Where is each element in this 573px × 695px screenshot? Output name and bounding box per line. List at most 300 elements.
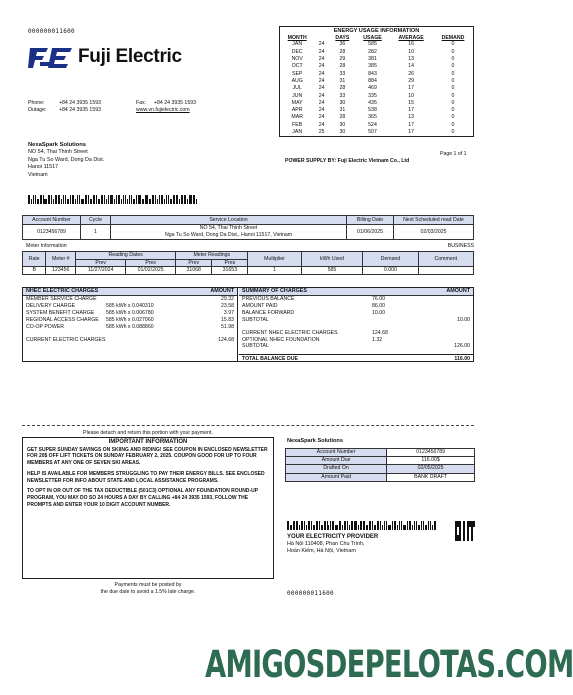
barcode-bar [403,525,406,530]
barcode-bar [380,521,381,530]
usage-row [280,41,473,48]
qr-module [455,533,457,535]
charge-label: DELIVERY CHARGE [26,302,76,309]
usage-cell: 469 [368,85,377,92]
usage-cell: 24 [318,85,325,92]
meter-header: Multiplier [248,252,301,267]
charge-row [26,296,234,303]
barcode-bar [369,521,371,530]
remit-label: Amount Due [286,457,387,465]
remit-value: BANK DRAFT [387,473,475,481]
fax-label: Fax: [136,100,147,106]
barcode-bar [176,195,179,204]
barcode-bar [363,521,366,530]
customer-address [28,142,104,179]
meter-info-title: Meter Information [26,243,67,249]
charge-label: MEMBER SERVICE CHARGE [26,296,97,302]
usage-cell: 0 [451,48,455,55]
barcode-bar [328,525,329,530]
meter-header: Prev [76,259,126,267]
barcode-bar [67,199,69,204]
usage-cell: 29 [408,77,414,84]
usage-cell: 17 [408,121,414,128]
barcode-bar [313,525,315,530]
qr-module [459,539,461,541]
meter-header: Demand [363,252,418,267]
usage-cell: 24 [318,77,325,84]
barcode-bar [392,521,393,530]
address-line: Nga Tu So Ward, Dong Da Dist. [28,156,105,163]
barcode-bar [184,195,186,204]
usage-cell: 24 [318,63,325,70]
usage-cell: 507 [368,129,377,136]
usage-row [280,63,473,70]
charge-items [23,296,237,331]
barcode-bar [53,199,54,204]
usage-row [280,129,473,136]
info-paragraph: GET SUPER SUNDAY SAVINGS ON SKIING AND RIDING! SEE COUPON IN ENCLOSED NEWSLETTER FOR 20$ OFF LIFT TICKETS ON SUNDAY FEBRUARY 2, 2025. COUPON GOOD FOR UP TO FOUR MEMBERS AT ANY ONE OF SEVEN SKI AREAS. [27,446,268,467]
barcode-bar [72,195,74,204]
outage-label: Outage: [28,107,47,113]
detach-line [22,425,474,426]
barcode-bar [196,199,198,204]
usage-cell: 36 [339,41,346,48]
usage-row [280,107,473,114]
barcode-bar [31,199,33,204]
next-read-date: 02/03/2025 [394,225,474,240]
usage-cell: 14 [408,63,414,70]
usage-cell: 24 [318,107,325,114]
barcode-bar [166,195,167,204]
qr-module [467,529,469,531]
barcode-bar [121,199,122,204]
cycle: 1 [81,225,111,240]
usage-cell: 15 [408,99,414,106]
barcode-bar [98,199,100,204]
qr-module [471,539,473,541]
date-prev: 11/27/2024 [76,267,126,275]
barcode-bar [428,521,429,530]
barcode-bar [416,521,417,530]
watermark-text: AMIGOSDEPELOTAS.COM [205,643,573,686]
nhec-charges [23,288,238,361]
qr-module [459,535,461,537]
barcode-bar [28,195,30,204]
fe-logo-icon [28,46,76,70]
barcode-bar [65,195,66,204]
barcode-bar [299,525,300,530]
summary-value: 76.00 [372,296,385,302]
meter-table [22,251,474,275]
barcode-bar [123,195,124,204]
usage-cell: 0 [451,92,455,99]
charge-amount: 15.83 [221,316,234,323]
charge-row [26,324,234,331]
barcode-bar [347,521,348,530]
usage-cell: 28 [339,48,346,55]
usage-cell: OCT [291,63,303,70]
qr-module [471,531,473,533]
barcode-bar [418,525,420,530]
usage-row [280,78,473,85]
barcode-bar [146,195,148,204]
brand-name: Fuji Electric [78,46,182,67]
qr-module [471,533,473,535]
multiplier: 1 [248,267,301,275]
usage-cell: 24 [318,92,325,99]
barcode-bar [342,525,343,530]
current-charges-label: CURRENT ELECTRIC CHARGES [26,336,106,343]
qr-module [459,521,461,523]
barcode-bar [96,195,97,204]
summary-value: 10.00 [372,309,385,316]
qr-module [459,531,461,533]
barcode-bar [164,199,165,204]
barcode-bar [152,195,154,204]
usage-cell: 585 [368,41,377,48]
usage-cell: 31 [339,77,346,84]
remit-label: Account Number [286,449,387,457]
qr-module [463,535,465,537]
qr-module [469,525,471,527]
qr-module [471,537,473,539]
usage-cell: 0 [451,70,455,77]
usage-row [280,100,473,107]
barcode-bar [77,195,78,204]
provider-address [287,534,378,556]
barcode-bar [358,525,359,530]
provider-barcode [287,521,437,530]
provider-title: YOUR ELECTRICITY PROVIDER [287,534,379,540]
late-charge-note [22,582,274,596]
outage-value: +84 24 3935 1593 [59,107,101,113]
barcode-bar [401,521,402,530]
usage-row [280,49,473,56]
usage-cell: 17 [408,129,414,136]
qr-module [463,523,465,525]
barcode-bar [81,199,84,204]
usage-cell: 381 [368,56,377,63]
barcode-bar [308,521,310,530]
postal-barcode [28,195,198,204]
usage-cell: 0 [451,99,455,106]
charge-amount: 23.58 [221,302,234,309]
qr-module [455,523,457,525]
charge-amount: 51.98 [221,323,234,330]
barcode-bar [324,521,326,530]
usage-cell: JAN [292,129,303,136]
kwh-used: 585 [301,267,363,275]
usage-row [280,85,473,92]
usage-cell: 335 [368,92,377,99]
barcode-bar [168,195,170,204]
qr-module [467,533,469,535]
comment [418,267,473,275]
barcode-bar [159,195,160,204]
barcode-bar [179,199,180,204]
late-charge-line: Payments must be posted by [114,582,182,588]
qr-module [467,521,469,523]
usage-cell: 28 [339,85,346,92]
info-paragraph: TO OPT IN OR OUT OF THE TAX DEDUCTIBLE (501C3) OPTIONAL ANY FOUNDATION ROUND-UP PROGRAM, YOU MAY DO SO 24 HOURS A DAY BY CALLING +84 24 3935 1593, FOLLOW THE PROMPTS AND ENTER YOUR 10 DIGIT ACCOUNT NUMBER. [27,488,258,509]
meter-header: Pres [126,259,176,267]
barcode-bar [58,195,60,204]
barcode-bar [104,195,106,204]
qr-module [455,527,457,529]
usage-cell: 385 [368,63,377,70]
summary-value: 1.32 [372,336,383,343]
account-header: Billing Date [347,216,394,225]
barcode-bar [131,195,132,204]
remit-value: 0123456789 [387,449,475,457]
charge-row [26,303,234,310]
qr-module [459,523,461,525]
qr-module [463,533,465,535]
info-title: IMPORTANT INFORMATION [108,439,188,445]
barcode-bar [44,199,47,204]
barcode-bar [51,195,53,204]
qr-module [467,531,469,533]
usage-cell: 25 [318,129,325,136]
usage-cell: 17 [408,107,414,114]
usage-cell: 33 [339,92,346,99]
barcode-bar [48,195,50,204]
total-label: TOTAL BALANCE DUE [242,356,298,363]
barcode-bar [40,195,42,204]
barcode-bar [409,521,411,530]
barcode-bar [173,195,175,204]
barcode-bar [88,195,89,204]
barcode-bar [332,521,334,530]
remit-name: NexaSpark Solutions [287,438,343,444]
usage-cell: DEC [291,48,303,55]
qr-module [467,523,469,525]
nhec-charges-title: NHEC ELECTRIC CHARGES [26,288,99,294]
barcode-bar [79,195,80,204]
charges-box [22,287,474,362]
barcode-bar [90,199,92,204]
qr-module [471,529,473,531]
meter-header: Meter Readings [176,252,248,260]
qr-module [471,521,473,523]
usage-cell: 10 [408,48,414,55]
account-header: Account Number [23,216,81,225]
account-table [22,215,474,240]
remit-label: Drafted On [286,465,387,473]
charge-amount: 3.97 [223,309,234,316]
barcode-bar [386,521,388,530]
meter-info-bar [26,243,474,250]
barcode-bar [157,199,158,204]
qr-module [459,527,461,529]
barcode-bar [414,521,415,530]
usage-cell: MAY [291,99,303,106]
document-id: 000000011600 [28,28,75,35]
usage-cell: 33 [339,70,346,77]
barcode-bar [384,521,385,530]
usage-cell: APR [291,107,303,114]
usage-cell: 524 [368,121,377,128]
usage-cell: 24 [318,41,325,48]
usage-cell: 30 [339,99,346,106]
usage-cell: 365 [368,114,377,121]
barcode-bar [145,195,146,204]
address-line: Vietnam [28,171,48,178]
barcode-bar [37,199,39,204]
address-line: NO 54, Thai Thinh Street [28,149,88,156]
current-charges-row [23,337,237,344]
usage-row [280,93,473,100]
phone-label: Phone: [28,100,45,106]
qr-module [467,537,469,539]
usage-cell: 13 [408,56,414,63]
usage-cell: 28 [339,114,346,121]
meter-header: Comment [418,252,473,267]
qr-module [459,533,461,535]
barcode-bar [187,199,189,204]
usage-row [280,56,473,63]
barcode-bar [149,199,151,204]
usage-cell: 24 [318,121,325,128]
customer-name: NexaSpark Solutions [28,142,86,148]
barcode-bar [407,521,409,530]
barcode-bar [181,195,183,204]
meter-rate: B [23,267,46,275]
usage-cell: 24 [318,70,325,77]
usage-cell: 0 [451,56,455,63]
contact-info [28,100,196,114]
meter-header: Reading Dates [76,252,176,260]
usage-cell: 0 [451,114,455,121]
detach-instruction: Please detach and return this portion with your payment. [83,430,213,436]
usage-cell: 435 [368,99,377,106]
qr-module [457,539,459,541]
usage-title: ENERGY USAGE INFORMATION [333,28,420,34]
barcode-bar [75,199,77,204]
usage-cell: 0 [451,85,455,92]
amount-header: AMOUNT [446,288,470,294]
usage-cell: 0 [451,121,455,128]
barcode-bar [170,199,172,204]
barcode-bar [70,195,71,204]
usage-header: DEMAND [441,34,465,41]
usage-cell: 0 [451,107,455,114]
account-header: Cycle [81,216,111,225]
summary-label: OPTIONAL NHEC FOUNDATION [242,336,320,343]
summary-value: 86.00 [372,302,385,309]
usage-cell: 843 [368,70,377,77]
usage-cell: 24 [318,48,325,55]
barcode-bar [374,525,376,530]
meter-type: BUSINESS [447,243,474,249]
qr-module [457,523,459,525]
barcode-bar [43,195,44,204]
website-link[interactable]: www.vn.fujielectric.com [136,107,190,113]
billing-date: 01/06/2025 [347,225,394,240]
document-id-footer: 000000011600 [287,590,334,597]
qr-module [473,523,475,525]
fuji-electric-logo [28,46,198,72]
qr-module [459,537,461,539]
qr-module [469,523,471,525]
charge-detail [106,296,199,303]
charge-row [26,317,234,324]
barcode-bar [189,195,192,204]
barcode-bar [327,521,328,530]
summary-title: SUMMARY OF CHARGES [242,288,307,294]
barcode-bar [301,521,304,530]
energy-usage-table [279,26,474,137]
usage-cell: 24 [318,114,325,121]
usage-cell: 10 [408,92,414,99]
usage-cell: 0 [451,41,455,48]
usage-cell: 0 [451,63,455,70]
phone-value: +84 24 3935 1593 [59,100,101,106]
page-number: Page 1 of 1 [440,151,467,157]
barcode-bar [306,525,307,530]
barcode-bar [287,521,289,530]
provider-line: Hà Nội 110408, Phan Chu Trinh, [287,541,365,548]
meter-header: kWh Used [301,252,363,267]
qr-module [467,535,469,537]
usage-cell: FEB [292,121,303,128]
summary-value: 10.00 [457,316,470,323]
usage-header: DAYS [335,34,350,41]
qr-module [455,525,457,527]
remit-label: Amount Paid [286,473,387,481]
remit-value: 02/05/2025 [387,465,475,473]
summary-label: SUBTOTAL [242,343,269,350]
usage-row [280,71,473,78]
summary-label: CURRENT NHEC ELECTRIC CHARGES [242,329,338,336]
barcode-bar [129,195,130,204]
qr-module [455,531,457,533]
barcode-bar [138,195,141,204]
barcode-bar [101,195,103,204]
charge-amount: 29.32 [221,296,234,302]
barcode-bar [330,521,331,530]
barcode-bar [366,525,368,530]
charge-detail: 585 kWh x 0.040310 [106,302,154,309]
usage-cell: 31 [339,107,346,114]
qr-module [471,525,473,527]
charge-label: CO-OP POWER [26,323,64,330]
account-number: 0123456789 [23,225,81,240]
summary-label: BALANCE FORWARD [242,309,295,316]
usage-row [280,114,473,121]
important-info-box [22,437,274,579]
charge-detail: 585 kWh x 0.088860 [106,323,154,330]
qr-module [455,537,457,539]
barcode-bar [372,521,374,530]
barcode-bar [193,195,195,204]
qr-module [457,537,459,539]
qr-module [457,535,459,537]
usage-header: AVERAGE [398,34,424,41]
barcode-bar [354,521,357,530]
barcode-bar [397,525,398,530]
barcode-bar [311,521,312,530]
usage-cell: JUL [292,85,302,92]
summary-value: 126.00 [454,343,470,350]
barcode-bar [125,195,127,204]
barcode-bar [316,521,319,530]
service-location-line: NO 54, Thai Thinh Street [199,225,258,231]
qr-module [463,527,465,529]
usage-cell: 26 [408,70,414,77]
qr-module [455,521,457,523]
barcode-bar [290,525,292,530]
